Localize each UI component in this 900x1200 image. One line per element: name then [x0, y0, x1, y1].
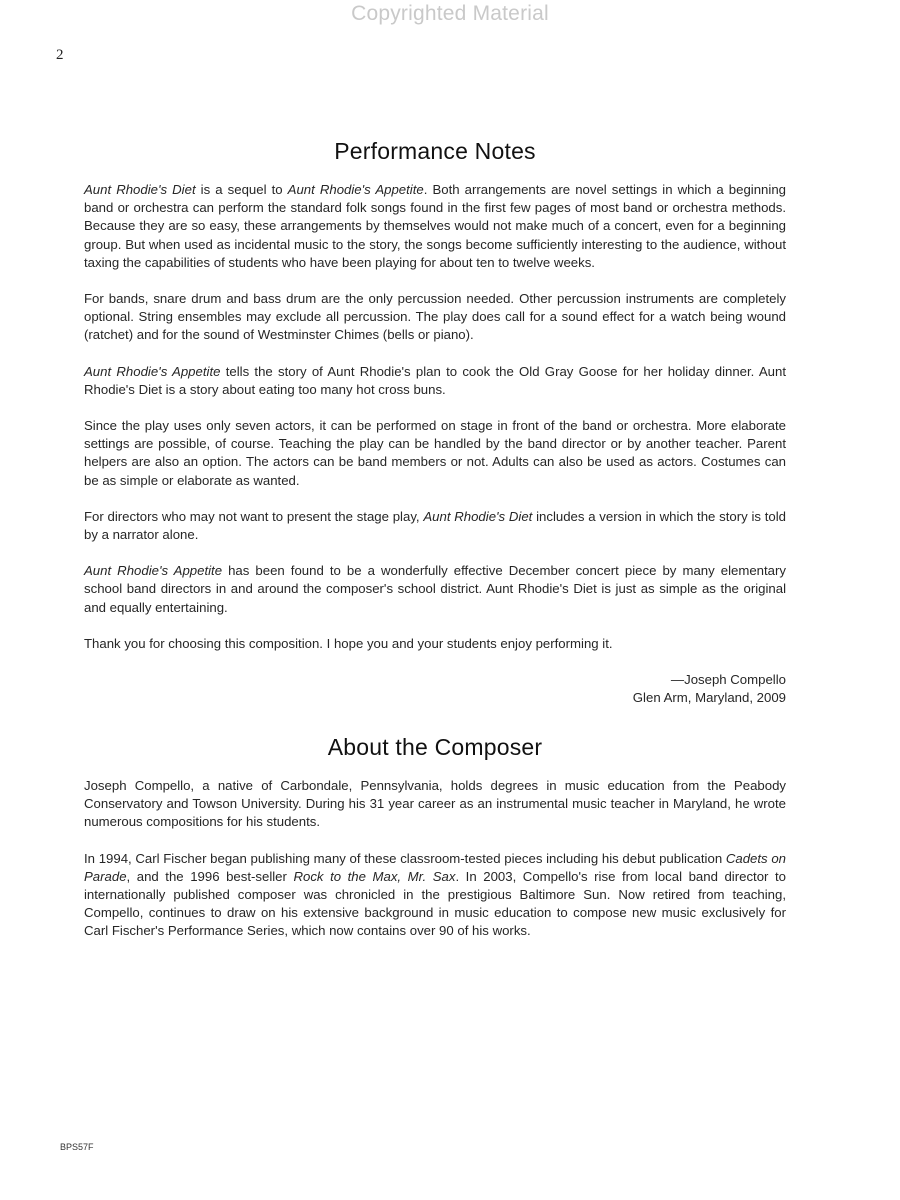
italic-title: Aunt Rhodie's Diet — [423, 508, 533, 524]
performance-notes-paragraph — [84, 290, 786, 345]
performance-notes-paragraph — [84, 635, 786, 653]
performance-notes-heading: Performance Notes — [334, 138, 536, 164]
performance-notes-paragraph — [84, 363, 786, 399]
text-run: includes a version in which the story is told by a narrator alone. — [84, 508, 786, 543]
text-run: Since the play uses only seven actors, it can be performed on stage in front of the band or orchestra. More elaborate settings are possible, of course. Teaching the play can be handled by the band director or by another teacher. Parent helpers are also an option. The actors can be band members or not. Adults can also be used as actors. Costumes can be as simple or elaborate as wanted. — [84, 418, 786, 488]
italic-title: Aunt Rhodie's Diet — [84, 182, 196, 197]
italic-title: Rock to the Max, Mr. Sax — [293, 868, 456, 884]
performance-notes-paragraph — [84, 181, 786, 272]
text-run: For directors who may not want to present the stage play, — [84, 508, 424, 524]
page-number: 2 — [56, 47, 64, 63]
text-run: . Both arrangements are novel settings in which a beginning band or orchestra can perform the standard folk songs found in the first few pages of most band or orchestra methods. Because they are so easy, these arrangements by themselves would not make much of a concert, even for a beginning group. But when used as incidental music to the story, the songs become sufficiently interesting to the audience, without taxing the capabilities of students who have been playing for about ten to twelve weeks. — [84, 182, 786, 270]
text-run: For bands, snare drum and bass drum are the only percussion needed. Other percussion instruments are completely optional. String ensembles may exclude all percussion. The play does call for a sound effect for a watch being wound (ratchet) and for the sound of Westminster Chimes (bells or piano). — [84, 291, 786, 343]
about-composer-paragraph — [84, 777, 786, 832]
text-run: In 1994, Carl Fischer began publishing many of these classroom-tested pieces including his debut publication — [84, 850, 726, 866]
copyright-watermark: Copyrighted Material — [351, 2, 549, 25]
signature-name: —Joseph Compello — [670, 672, 786, 688]
italic-title: Aunt Rhodie's Appetite — [287, 182, 424, 197]
performance-notes-body — [84, 181, 786, 707]
text-run: Joseph Compello, a native of Carbondale, Pennsylvania, holds degrees in music education from the Peabody Conservatory and Towson University. During his 31 year career as an instrumental music teacher in Maryland, he wrote numerous compositions for his students. — [84, 778, 786, 830]
text-run: Thank you for choosing this composition. I hope you and your students enjoy performing it. — [84, 635, 613, 651]
text-run: has been found to be a wonderfully effective December concert piece by many elementary school band directors in and around the composer's school district. Aunt Rhodie's Diet is just as simple as the original and equally entertaining. — [84, 563, 786, 615]
performance-notes-paragraph — [84, 562, 786, 617]
performance-notes-paragraph — [84, 508, 786, 544]
about-composer-section — [84, 734, 786, 761]
text-run: tells the story of Aunt Rhodie's plan to cook the Old Gray Goose for her holiday dinner. Aunt Rhodie's Diet is a story about eating too many hot cross buns. — [84, 363, 787, 397]
performance-notes-section — [84, 138, 786, 165]
performance-notes-paragraph — [84, 417, 786, 490]
text-run: . In 2003, Compello's rise from local band director to internationally published composer was chronicled in the prestigious Baltimore Sun. Now retired from teaching, Compello, continues to draw on his extensive background in music education to compose new music exclusively for Carl Fischer's Performance Series, which now contains over 90 of his works. — [84, 868, 786, 939]
text-run: , and the 1996 best-seller — [126, 868, 294, 884]
about-composer-heading: About the Composer — [327, 734, 543, 760]
italic-title: Cadets on Parade — [84, 850, 786, 884]
text-run: is a sequel to — [195, 182, 288, 197]
catalog-code: BPS57F — [60, 1142, 94, 1152]
about-composer-body — [84, 777, 786, 959]
italic-title: Aunt Rhodie's Appetite — [84, 363, 221, 379]
about-composer-paragraph — [84, 850, 786, 941]
signature-place: Glen Arm, Maryland, 2009 — [632, 690, 786, 706]
italic-title: Aunt Rhodie's Appetite — [84, 563, 223, 579]
